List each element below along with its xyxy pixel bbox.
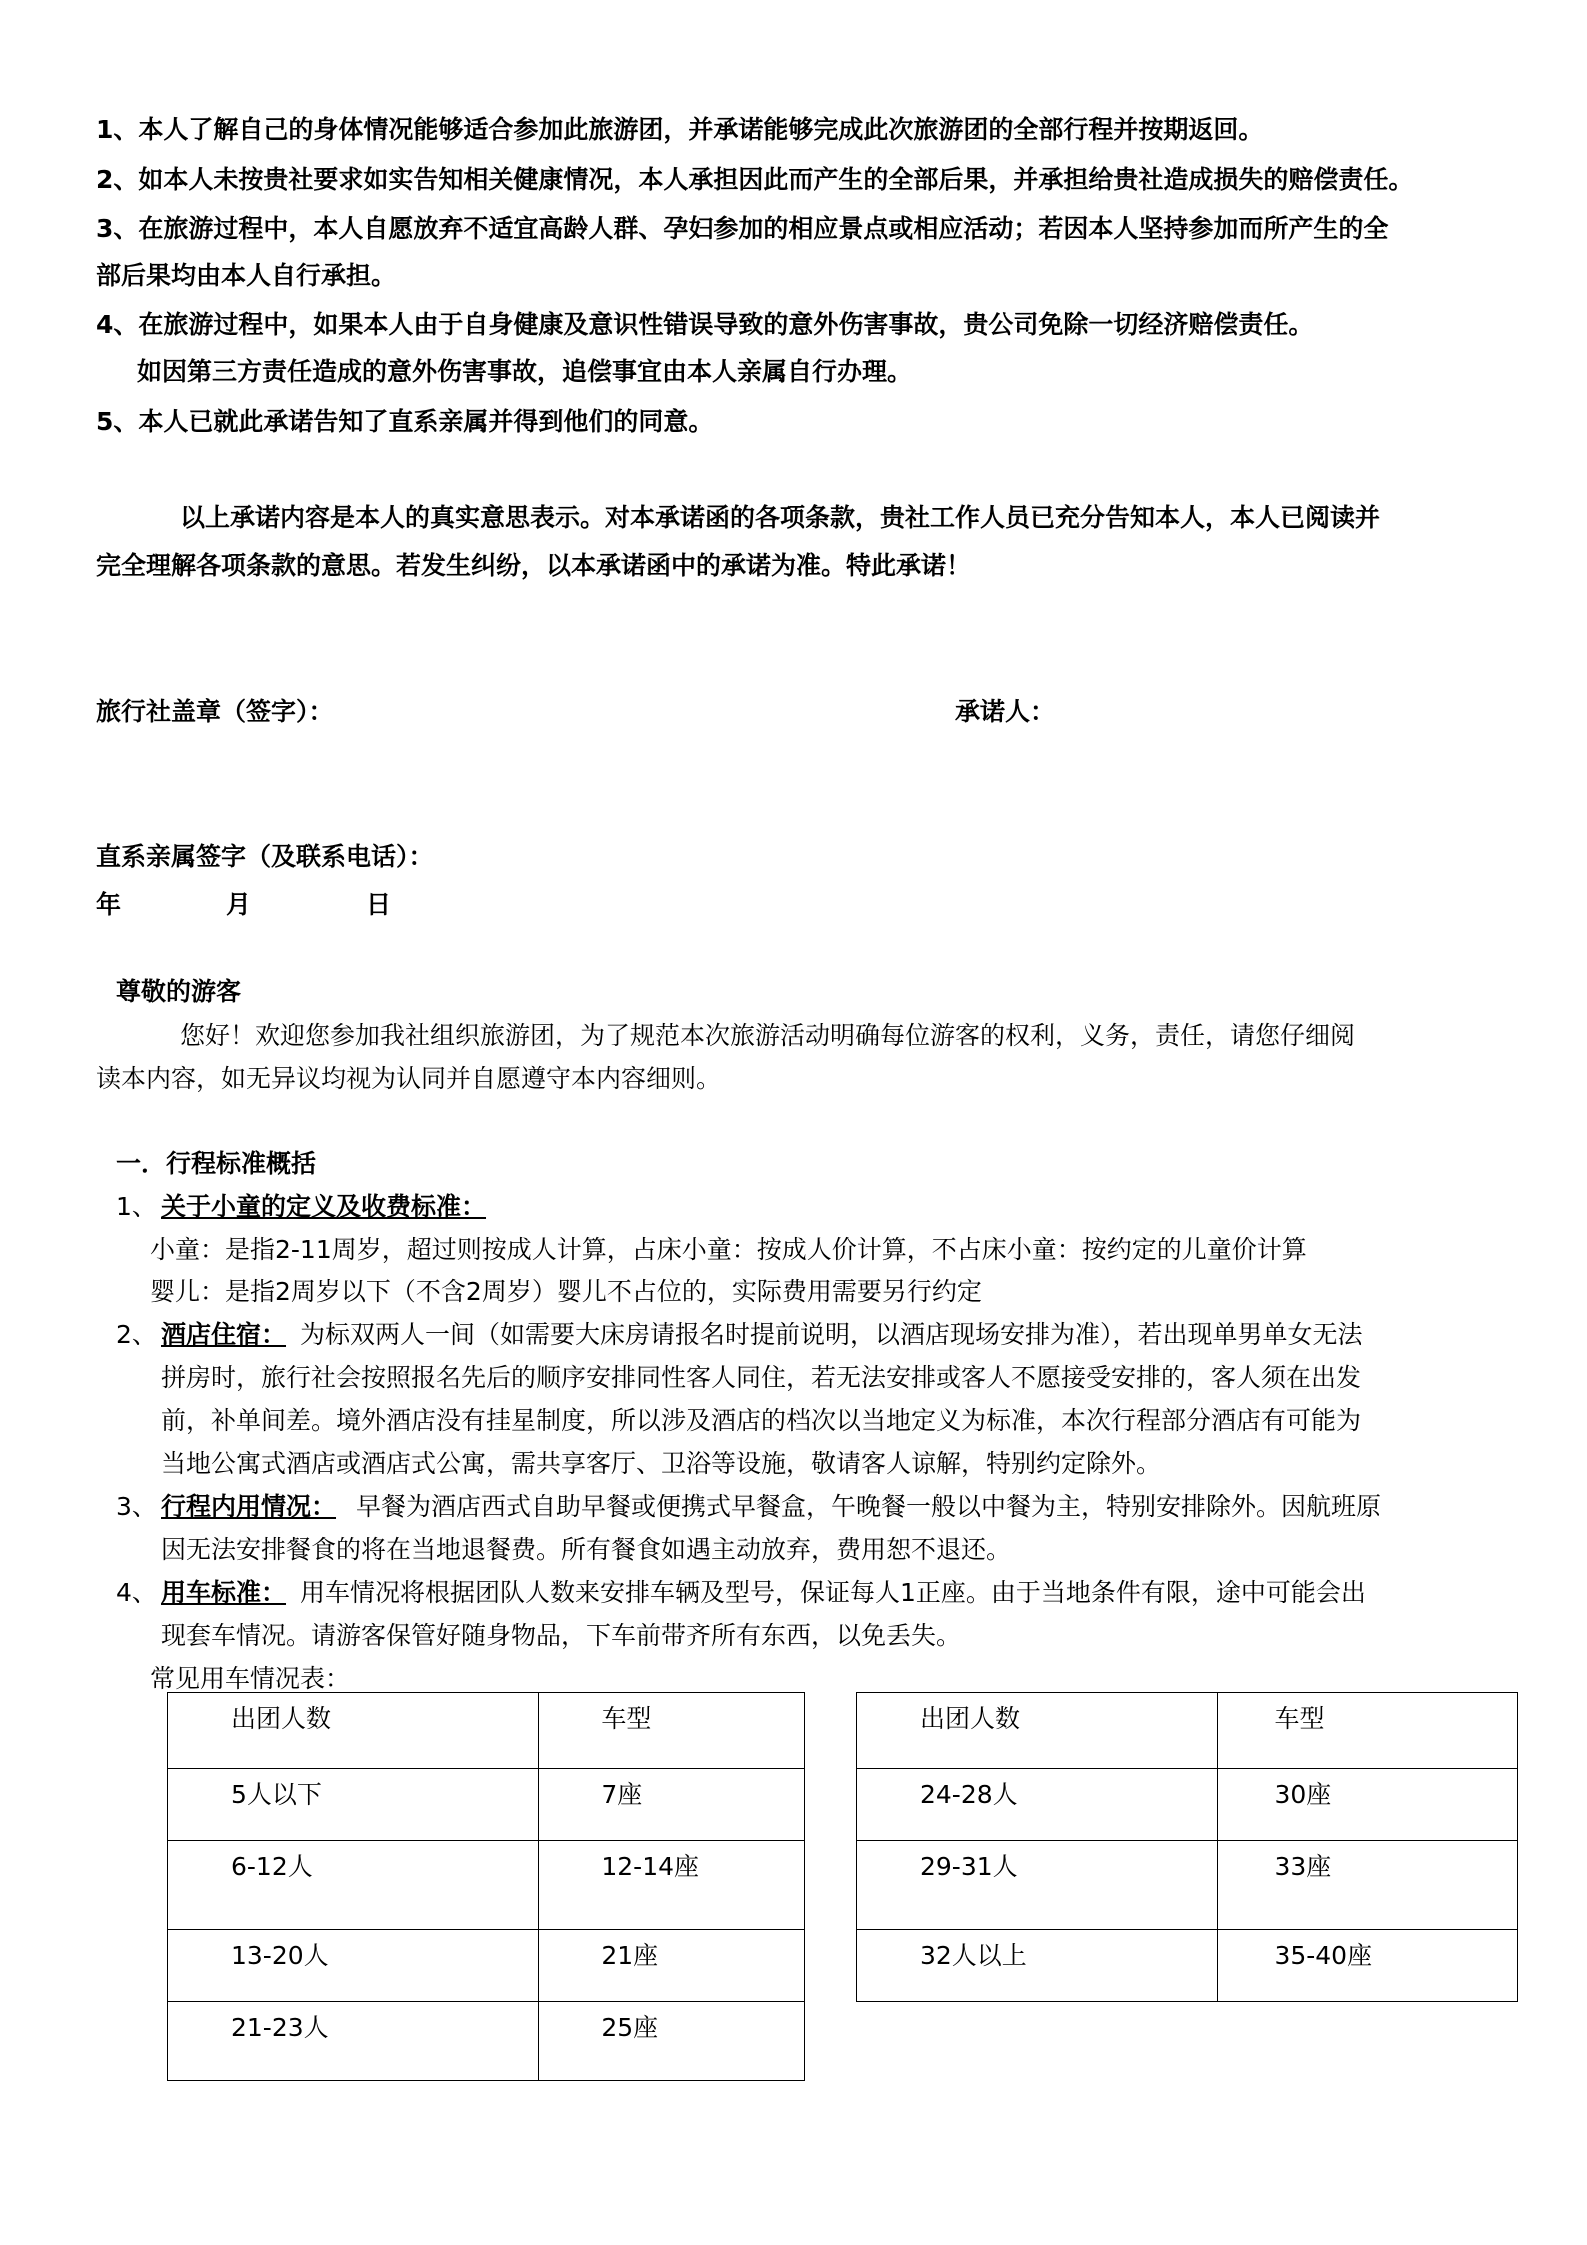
table-cell: 5人以下 xyxy=(168,1769,539,1841)
table-header-row xyxy=(857,1693,1518,1769)
table-header-row xyxy=(168,1693,805,1769)
section2-first-line: 为标双两人一间（如需要大床房请报名时提前说明，以酒店现场安排为准），若出现单男单女无法 xyxy=(300,1320,1363,1349)
vehicle-table-left xyxy=(167,1692,805,2081)
table-header-cell: 出团人数 xyxy=(857,1693,1218,1769)
pledge-item-3: 3、在旅游过程中，本人自愿放弃不适宜高龄人群、孕妇参加的相应景点或相应活动；若因本人坚持参加而所产生的全 xyxy=(96,214,1389,243)
section4-first-line: 用车情况将根据团队人数来安排车辆及型号，保证每人1正座。由于当地条件有限，途中可能会出 xyxy=(300,1578,1366,1607)
pledge-item-1: 1、本人了解自己的身体情况能够适合参加此旅游团，并承诺能够完成此次旅游团的全部行程并按期返回。 xyxy=(96,115,1264,144)
table-cell: 21座 xyxy=(539,1930,805,2002)
section2-line-1: 拼房时，旅行社会按照报名先后的顺序安排同性客人同住，若无法安排或客人不愿接受安排的，客人须在出发 xyxy=(161,1363,1362,1392)
agency-stamp-label: 旅行社盖章（签字）： xyxy=(96,697,334,726)
vehicle-table-caption: 常见用车情况表： xyxy=(150,1664,351,1693)
table-cell: 21-23人 xyxy=(168,2002,539,2081)
table-row xyxy=(857,1841,1518,1930)
section2-line-3: 当地公寓式酒店或酒店式公寓，需共享客厅、卫浴等设施，敬请客人谅解，特别约定除外。 xyxy=(161,1449,1162,1478)
section4-number: 4、 xyxy=(116,1578,157,1607)
declaration-line-2: 完全理解各项条款的意思。若发生纠纷，以本承诺函中的承诺为准。特此承诺！ xyxy=(96,551,972,580)
section1-line-2: 婴儿：是指2周岁以下（不含2周岁）婴儿不占位的，实际费用需要另行约定 xyxy=(150,1277,982,1306)
pledger-label: 承诺人： xyxy=(955,697,1056,726)
section4-line-1: 现套车情况。请游客保管好随身物品，下车前带齐所有东西，以免丢失。 xyxy=(161,1621,962,1650)
vehicle-table-right xyxy=(856,1692,1518,2002)
pledge-item-4-cont: 如因第三方责任造成的意外伤害事故，追偿事宜由本人亲属自行办理。 xyxy=(137,357,913,386)
table-row xyxy=(168,1769,805,1841)
table-row xyxy=(857,1769,1518,1841)
section3-number: 3、 xyxy=(116,1492,157,1521)
declaration-line-1: 以上承诺内容是本人的真实意思表示。对本承诺函的各项条款，贵社工作人员已充分告知本人，本人已阅读并 xyxy=(180,503,1381,532)
table-cell: 25座 xyxy=(539,2002,805,2081)
table-cell: 13-20人 xyxy=(168,1930,539,2002)
section3-first-line: 早餐为酒店西式自助早餐或便携式早餐盒，午晚餐一般以中餐为主，特别安排除外。因航班原 xyxy=(356,1492,1382,1521)
pledge-item-3-cont: 部后果均由本人自行承担。 xyxy=(96,261,397,290)
notice-intro-line-1: 您好！欢迎您参加我社组织旅游团，为了规范本次旅游活动明确每位游客的权利，义务，责任，请您仔细阅 xyxy=(180,1021,1356,1050)
table-header-cell: 车型 xyxy=(539,1693,805,1769)
relative-signature-label: 直系亲属签字（及联系电话）： xyxy=(96,842,434,871)
notice-intro-line-2: 读本内容，如无异议均视为认同并自愿遵守本内容细则。 xyxy=(96,1064,722,1093)
table-row xyxy=(168,1930,805,2002)
table-cell: 30座 xyxy=(1218,1769,1518,1841)
pledge-item-5: 5、本人已就此承诺告知了直系亲属并得到他们的同意。 xyxy=(96,407,714,436)
table-row xyxy=(168,2002,805,2081)
table-cell: 32人以上 xyxy=(857,1930,1218,2002)
section1-number: 1、 xyxy=(116,1192,157,1221)
table-row xyxy=(857,1930,1518,2002)
pledge-item-4: 4、在旅游过程中，如果本人由于自身健康及意识性错误导致的意外伤害事故，贵公司免除一切经济赔偿责任。 xyxy=(96,310,1314,339)
section3-heading: 行程内用情况： xyxy=(161,1492,337,1521)
section1-heading: 关于小童的定义及收费标准： xyxy=(161,1192,487,1221)
table-header-cell: 车型 xyxy=(1218,1693,1518,1769)
section1-line-1: 小童：是指2-11周岁，超过则按成人计算，占床小童：按成人价计算，不占床小童：按约定的儿童价计算 xyxy=(150,1235,1307,1264)
table-cell: 12-14座 xyxy=(539,1841,805,1930)
table-cell: 33座 xyxy=(1218,1841,1518,1930)
table-cell: 7座 xyxy=(539,1769,805,1841)
section2-line-2: 前，补单间差。境外酒店没有挂星制度，所以涉及酒店的档次以当地定义为标准，本次行程部分酒店有可能为 xyxy=(161,1406,1362,1435)
section3-line-1: 因无法安排餐食的将在当地退餐费。所有餐食如遇主动放弃，费用恕不退还。 xyxy=(161,1535,1012,1564)
section4-heading: 用车标准： xyxy=(161,1578,287,1607)
section2-number: 2、 xyxy=(116,1320,157,1349)
table-row xyxy=(168,1841,805,1930)
notice-salutation: 尊敬的游客 xyxy=(116,977,242,1006)
pledge-item-2: 2、如本人未按贵社要求如实告知相关健康情况，本人承担因此而产生的全部后果，并承担给贵社造成损失的赔偿责任。 xyxy=(96,165,1414,194)
table-cell: 24-28人 xyxy=(857,1769,1218,1841)
table-cell: 29-31人 xyxy=(857,1841,1218,1930)
date-month: 月 xyxy=(226,890,252,919)
date-year: 年 xyxy=(96,890,122,919)
section2-heading: 酒店住宿： xyxy=(161,1320,287,1349)
table-header-cell: 出团人数 xyxy=(168,1693,539,1769)
date-day: 日 xyxy=(366,890,392,919)
table-cell: 6-12人 xyxy=(168,1841,539,1930)
section-title: 一．行程标准概括 xyxy=(116,1149,317,1178)
table-cell: 35-40座 xyxy=(1218,1930,1518,2002)
